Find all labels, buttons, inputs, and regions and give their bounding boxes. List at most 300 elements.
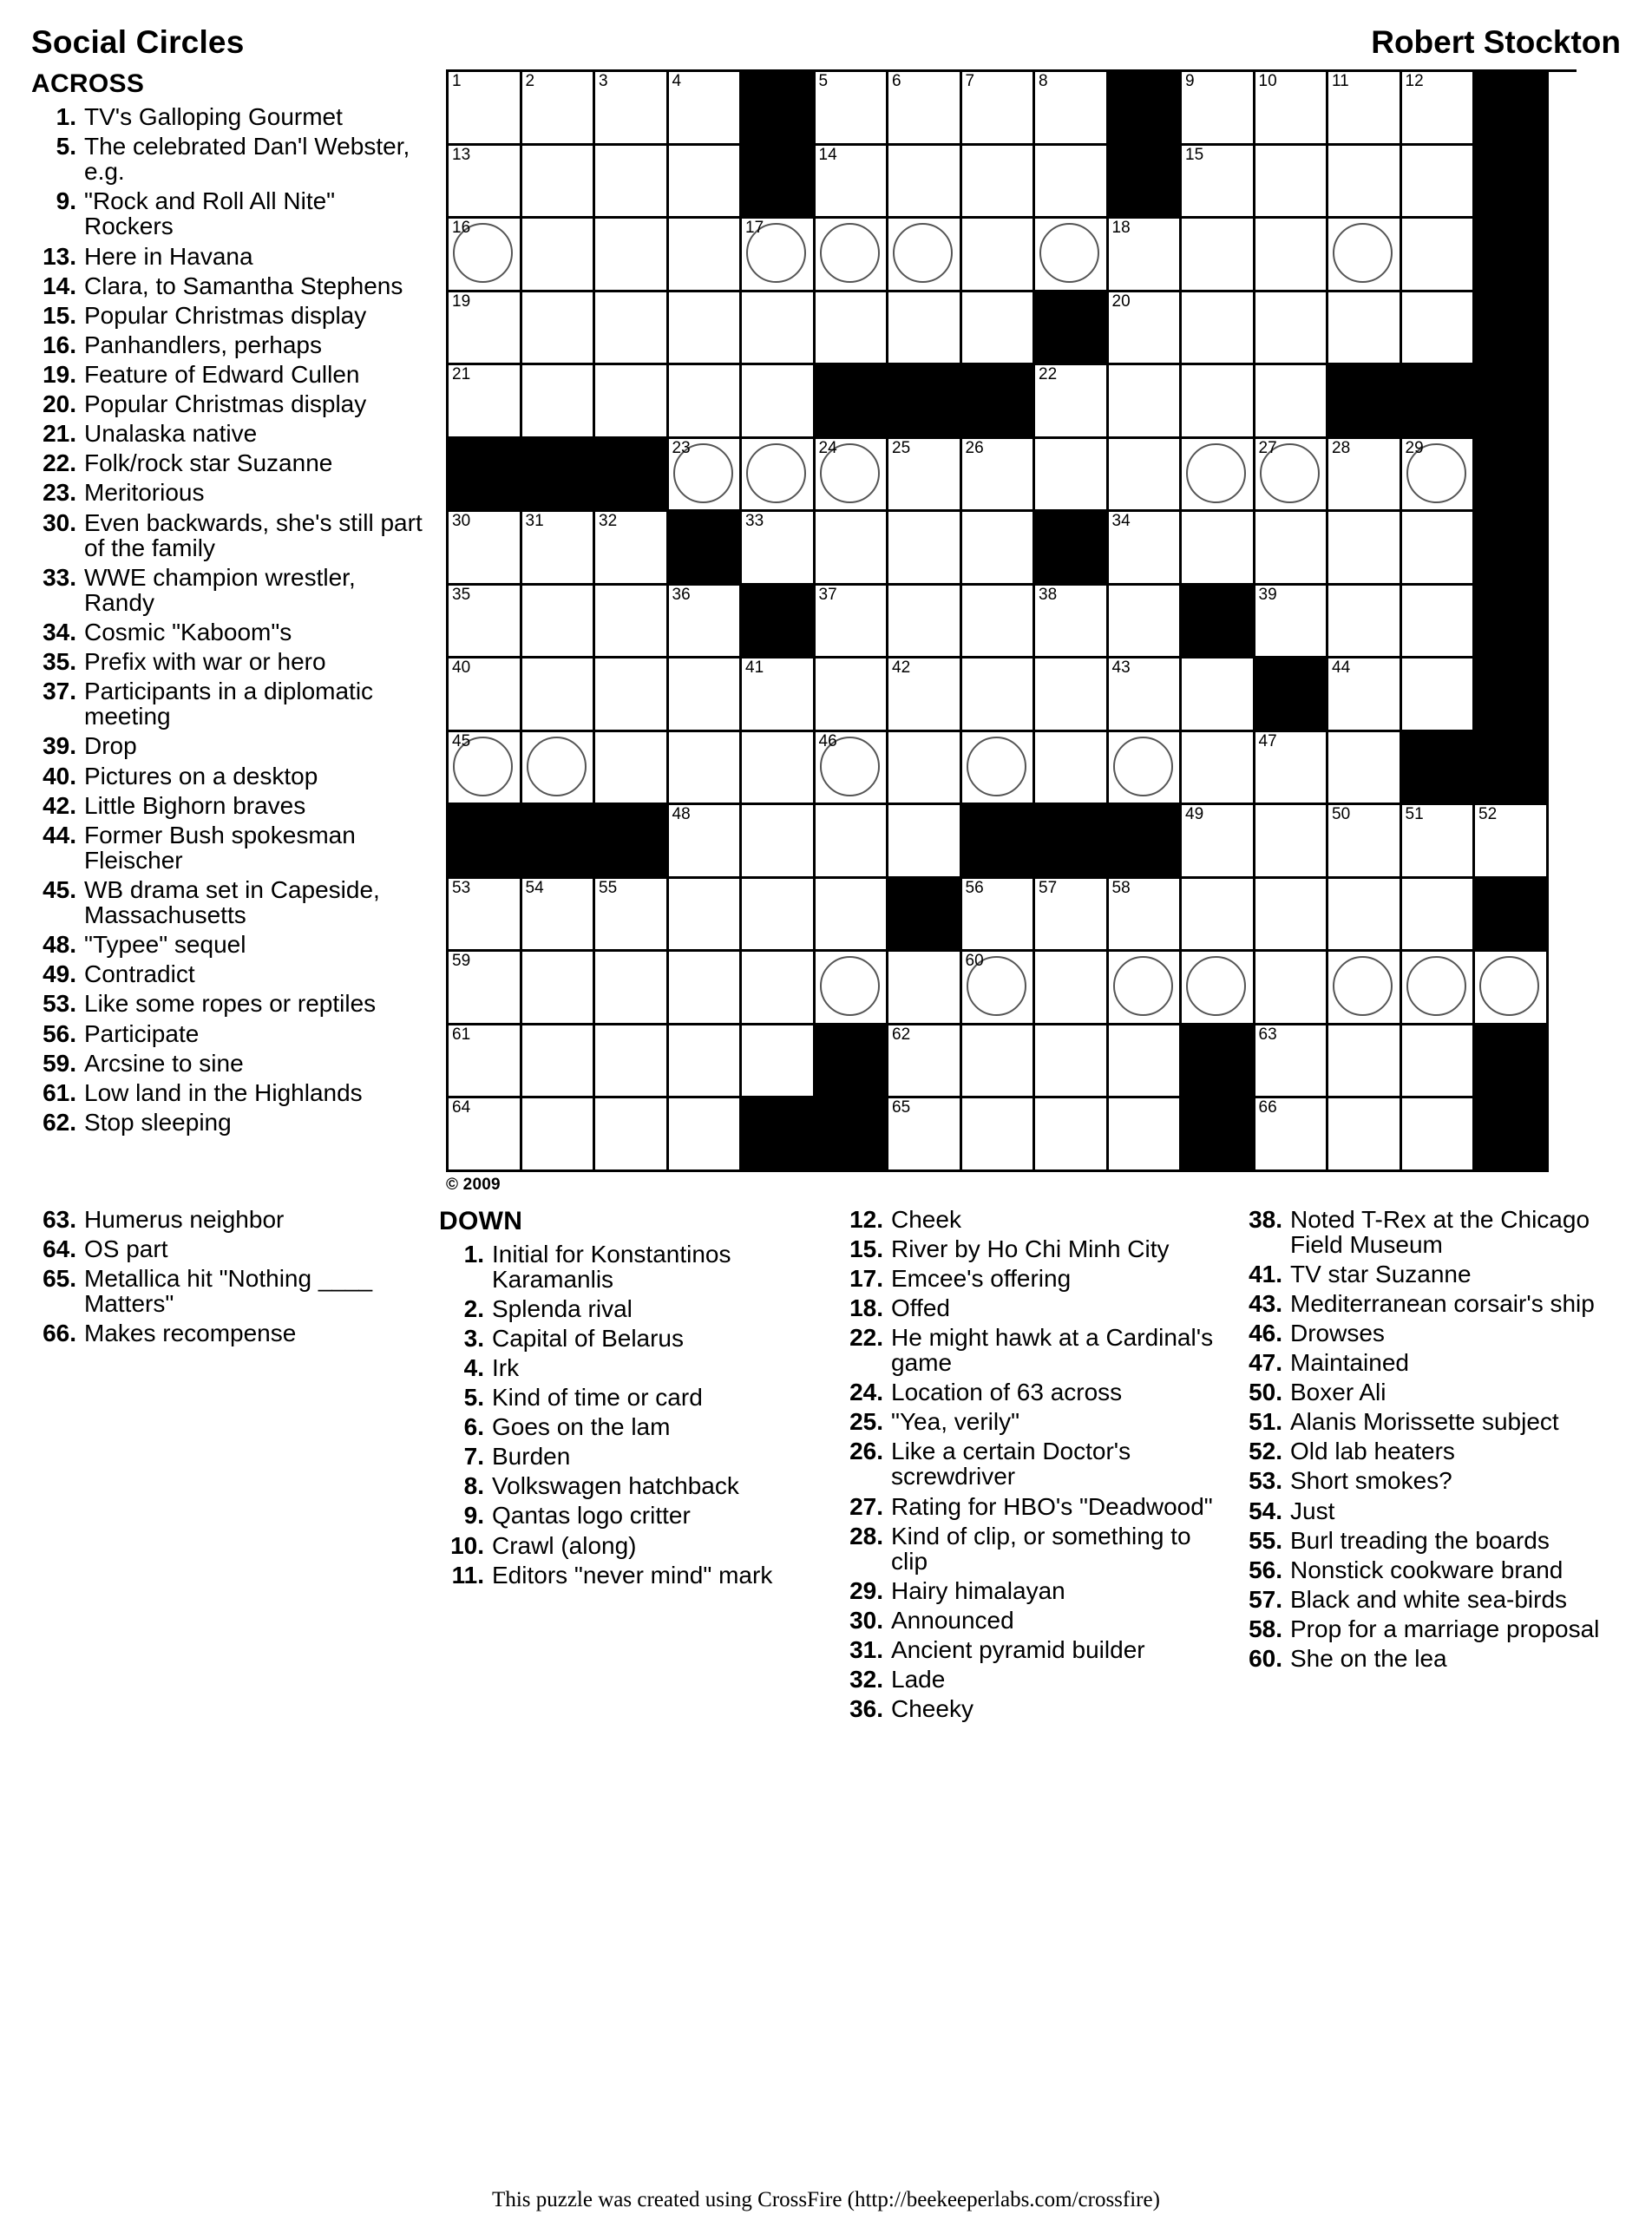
grid-cell[interactable]: [742, 1025, 816, 1099]
grid-cell-number: 56: [965, 878, 984, 897]
grid-cell[interactable]: [669, 805, 743, 879]
grid-cell[interactable]: [1328, 952, 1402, 1025]
across-clue-item: [31, 678, 423, 729]
down-heading: DOWN: [439, 1206, 523, 1235]
grid-cell[interactable]: [1035, 146, 1109, 219]
grid-cell[interactable]: [816, 879, 889, 953]
circle-marker-icon: [527, 737, 587, 796]
grid-cell-number: 30: [452, 512, 471, 530]
grid-cell[interactable]: [595, 586, 669, 659]
grid-cell[interactable]: [522, 146, 596, 219]
clue-number: 10.: [450, 1531, 484, 1559]
grid-cell[interactable]: [816, 219, 889, 292]
grid-cell[interactable]: [522, 365, 596, 439]
clue-text: Participants in a diplomatic meeting: [84, 678, 374, 731]
grid-cell[interactable]: [962, 1025, 1036, 1099]
grid-cell[interactable]: [449, 1025, 522, 1099]
clue-text: Nonstick cookware brand: [1290, 1556, 1564, 1583]
grid-cell-block: [1475, 219, 1549, 292]
clue-number: 50.: [1249, 1379, 1282, 1406]
clue-number: 59.: [43, 1049, 76, 1077]
grid-cell[interactable]: [1328, 1098, 1402, 1172]
grid-cell[interactable]: [1402, 146, 1476, 219]
grid-cell[interactable]: [816, 146, 889, 219]
circle-marker-icon: [893, 223, 953, 283]
grid-cell[interactable]: [1328, 146, 1402, 219]
grid-cell[interactable]: [962, 146, 1036, 219]
across-clue-item: [31, 1236, 422, 1261]
grid-cell[interactable]: [1109, 1098, 1183, 1172]
grid-cell[interactable]: [595, 658, 669, 732]
clue-text: Cosmic "Kaboom"s: [84, 618, 292, 645]
grid-cell[interactable]: [669, 586, 743, 659]
circle-marker-icon: [1479, 956, 1539, 1016]
grid-cell[interactable]: [1255, 805, 1329, 879]
grid-cell[interactable]: [1109, 365, 1183, 439]
grid-cell[interactable]: [669, 146, 743, 219]
grid-cell[interactable]: [962, 72, 1036, 146]
grid-cell-number: 61: [452, 1025, 471, 1044]
clue-text: Humerus neighbor: [84, 1205, 285, 1233]
down-clue-item: [1237, 1207, 1602, 1257]
grid-cell-number: 49: [1185, 805, 1204, 823]
grid-cell[interactable]: [1402, 219, 1476, 292]
author-name: Robert Stockton: [1371, 24, 1621, 60]
clue-number: 62.: [43, 1108, 76, 1136]
grid-cell[interactable]: [595, 1098, 669, 1172]
grid-cell[interactable]: [1182, 219, 1255, 292]
grid-cell[interactable]: [1182, 879, 1255, 953]
grid-cell[interactable]: [1255, 512, 1329, 586]
down-clue-item: [838, 1266, 1220, 1291]
grid-cell[interactable]: [1182, 952, 1255, 1025]
grid-cell-block: [888, 365, 962, 439]
grid-cell[interactable]: [522, 512, 596, 586]
down-clue-item: [838, 1608, 1220, 1633]
clue-number: 30.: [849, 1607, 883, 1635]
grid-cell[interactable]: [816, 586, 889, 659]
grid-cell-block: [1109, 805, 1183, 879]
grid-cell[interactable]: [669, 658, 743, 732]
clue-text: He might hawk at a Cardinal's game: [891, 1323, 1214, 1377]
grid-cell[interactable]: [1182, 292, 1255, 366]
grid-cell[interactable]: [742, 439, 816, 513]
grid-cell[interactable]: [1402, 72, 1476, 146]
grid-cell[interactable]: [522, 1098, 596, 1172]
down-clue-item: [1237, 1379, 1602, 1405]
clue-number: 15.: [43, 301, 76, 329]
grid-cell[interactable]: [742, 879, 816, 953]
grid-cell-number: 29: [1405, 438, 1424, 457]
grid-cell[interactable]: [742, 512, 816, 586]
grid-cell[interactable]: [595, 952, 669, 1025]
grid-cell[interactable]: [1328, 658, 1402, 732]
clue-text: Qantas logo critter: [492, 1502, 691, 1530]
grid-cell[interactable]: [522, 72, 596, 146]
grid-cell[interactable]: [1255, 732, 1329, 806]
down-clue-item: [439, 1503, 821, 1528]
grid-cell[interactable]: [522, 732, 596, 806]
clue-text: The celebrated Dan'l Webster, e.g.: [84, 133, 410, 186]
grid-row: [449, 72, 1577, 146]
grid-cell-number: 41: [745, 658, 764, 677]
grid-cell[interactable]: [1255, 879, 1329, 953]
grid-cell[interactable]: [1109, 586, 1183, 659]
grid-cell[interactable]: [1402, 292, 1476, 366]
grid-cell[interactable]: [1255, 439, 1329, 513]
grid-cell[interactable]: [449, 658, 522, 732]
across-clue-item: [31, 188, 423, 239]
grid-row: [449, 365, 1577, 439]
grid-cell[interactable]: [1402, 1025, 1476, 1099]
clue-number: 42.: [43, 791, 76, 819]
grid-cell-number: 34: [1111, 512, 1131, 530]
grid-cell[interactable]: [1035, 219, 1109, 292]
grid-cell[interactable]: [449, 365, 522, 439]
grid-cell[interactable]: [1035, 586, 1109, 659]
grid-cell[interactable]: [449, 146, 522, 219]
across-clue-item: [31, 273, 423, 298]
grid-cell[interactable]: [1402, 952, 1476, 1025]
grid-cell[interactable]: [595, 365, 669, 439]
clue-number: 60.: [1249, 1645, 1282, 1673]
grid-cell[interactable]: [742, 658, 816, 732]
clue-text: Folk/rock star Suzanne: [84, 449, 333, 477]
grid-cell[interactable]: [522, 292, 596, 366]
grid-cell[interactable]: [449, 72, 522, 146]
clue-number: 45.: [43, 875, 76, 903]
grid-cell[interactable]: [1109, 952, 1183, 1025]
across-clue-item: [31, 1110, 423, 1135]
grid-cell[interactable]: [522, 879, 596, 953]
grid-cell[interactable]: [888, 292, 962, 366]
grid-cell[interactable]: [595, 292, 669, 366]
clue-text: Offed: [891, 1294, 950, 1321]
grid-cell[interactable]: [1402, 879, 1476, 953]
grid-cell[interactable]: [888, 146, 962, 219]
clue-number: 57.: [1249, 1585, 1282, 1613]
grid-cell-number: 57: [1039, 878, 1058, 897]
down-clue-item: [1237, 1528, 1602, 1553]
grid-cell[interactable]: [1328, 732, 1402, 806]
grid-cell[interactable]: [1328, 72, 1402, 146]
circle-marker-icon: [1333, 956, 1393, 1016]
grid-cell[interactable]: [1035, 72, 1109, 146]
grid-cell[interactable]: [1035, 952, 1109, 1025]
grid-cell[interactable]: [1182, 146, 1255, 219]
grid-cell[interactable]: [1109, 439, 1183, 513]
grid-cell[interactable]: [1109, 219, 1183, 292]
grid-cell[interactable]: [669, 879, 743, 953]
grid-cell[interactable]: [816, 439, 889, 513]
grid-cell[interactable]: [1475, 952, 1549, 1025]
grid-cell[interactable]: [1402, 586, 1476, 659]
grid-cell[interactable]: [888, 658, 962, 732]
grid-cell[interactable]: [962, 219, 1036, 292]
grid-cell-number: 65: [892, 1098, 911, 1117]
grid-cell[interactable]: [816, 72, 889, 146]
grid-cell[interactable]: [1328, 879, 1402, 953]
grid-cell[interactable]: [1328, 586, 1402, 659]
grid-cell[interactable]: [1035, 365, 1109, 439]
grid-cell[interactable]: [1109, 1025, 1183, 1099]
grid-cell-block: [1182, 1098, 1255, 1172]
grid-cell[interactable]: [522, 658, 596, 732]
grid-cell[interactable]: [816, 732, 889, 806]
clue-text: Rating for HBO's "Deadwood": [891, 1492, 1213, 1520]
grid-cell[interactable]: [1182, 732, 1255, 806]
grid-cell[interactable]: [449, 586, 522, 659]
grid-row: [449, 1025, 1577, 1099]
grid-cell[interactable]: [962, 292, 1036, 366]
across-clue-item: [31, 932, 423, 957]
clue-number: 53.: [43, 990, 76, 1018]
grid-cell[interactable]: [1402, 439, 1476, 513]
grid-cell[interactable]: [449, 512, 522, 586]
down-clue-item: [1237, 1557, 1602, 1582]
copyright-notice: © 2009: [446, 1175, 501, 1194]
grid-cell[interactable]: [962, 879, 1036, 953]
grid-cell[interactable]: [1402, 512, 1476, 586]
grid-cell-number: 47: [1258, 731, 1277, 750]
grid-cell[interactable]: [595, 146, 669, 219]
clue-text: Panhandlers, perhaps: [84, 331, 322, 358]
grid-cell[interactable]: [449, 952, 522, 1025]
down-clue-item: [1237, 1320, 1602, 1346]
grid-cell[interactable]: [669, 365, 743, 439]
grid-cell[interactable]: [1182, 439, 1255, 513]
grid-cell[interactable]: [742, 952, 816, 1025]
grid-cell[interactable]: [449, 1098, 522, 1172]
clue-text: Boxer Ali: [1290, 1379, 1386, 1406]
grid-cell[interactable]: [595, 1025, 669, 1099]
down-clue-item: [439, 1473, 821, 1498]
grid-cell[interactable]: [669, 439, 743, 513]
grid-cell-number: 51: [1405, 805, 1424, 823]
across-clue-item: [31, 822, 423, 873]
grid-cell-number: 38: [1039, 585, 1058, 604]
grid-cell[interactable]: [742, 732, 816, 806]
grid-cell[interactable]: [1255, 1098, 1329, 1172]
grid-cell[interactable]: [742, 805, 816, 879]
grid-cell[interactable]: [816, 512, 889, 586]
grid-cell[interactable]: [816, 658, 889, 732]
grid-cell[interactable]: [449, 292, 522, 366]
grid-cell[interactable]: [1182, 658, 1255, 732]
circle-marker-icon: [820, 956, 880, 1016]
down-clue-item: [838, 1236, 1220, 1261]
grid-cell[interactable]: [1035, 1098, 1109, 1172]
grid-cell[interactable]: [962, 586, 1036, 659]
clue-text: Alanis Morissette subject: [1290, 1408, 1559, 1436]
grid-cell[interactable]: [1109, 512, 1183, 586]
grid-cell[interactable]: [1402, 658, 1476, 732]
grid-cell[interactable]: [522, 586, 596, 659]
grid-cell[interactable]: [1109, 292, 1183, 366]
clue-text: Drowses: [1290, 1319, 1385, 1346]
grid-cell-block: [1402, 365, 1476, 439]
grid-cell[interactable]: [669, 219, 743, 292]
clue-number: 9.: [463, 1502, 484, 1530]
grid-cell[interactable]: [669, 292, 743, 366]
grid-cell[interactable]: [522, 219, 596, 292]
grid-cell-number: 43: [1111, 658, 1131, 677]
grid-cell[interactable]: [1328, 805, 1402, 879]
grid-cell[interactable]: [816, 805, 889, 879]
grid-cell-number: 26: [965, 438, 984, 457]
grid-cell[interactable]: [888, 219, 962, 292]
grid-cell[interactable]: [816, 292, 889, 366]
grid-cell[interactable]: [1328, 292, 1402, 366]
footer-credit: This puzzle was created using CrossFire (http://beekeeperlabs.com/crossfire): [492, 2188, 1160, 2211]
grid-cell[interactable]: [669, 952, 743, 1025]
grid-cell[interactable]: [1035, 732, 1109, 806]
grid-cell-number: 6: [892, 72, 901, 90]
grid-cell[interactable]: [888, 1098, 962, 1172]
clue-text: Burden: [492, 1443, 571, 1471]
grid-cell[interactable]: [1475, 805, 1549, 879]
grid-cell[interactable]: [962, 1098, 1036, 1172]
grid-cell[interactable]: [1255, 1025, 1329, 1099]
clue-number: 43.: [1249, 1289, 1282, 1317]
grid-cell[interactable]: [669, 732, 743, 806]
grid-cell[interactable]: [1109, 879, 1183, 953]
clue-text: Cheeky: [891, 1695, 974, 1723]
grid-cell[interactable]: [595, 219, 669, 292]
grid-cell[interactable]: [1182, 72, 1255, 146]
grid-cell-block: [1109, 72, 1183, 146]
down-clue-item: [838, 1325, 1220, 1375]
grid-cell[interactable]: [595, 732, 669, 806]
grid-cell-number: 10: [1258, 72, 1277, 90]
grid-cell[interactable]: [888, 439, 962, 513]
grid-cell[interactable]: [669, 1025, 743, 1099]
clue-text: Short smokes?: [1290, 1467, 1452, 1495]
grid-cell[interactable]: [595, 72, 669, 146]
grid-cell-block: [669, 512, 743, 586]
grid-cell[interactable]: [1255, 219, 1329, 292]
grid-cell[interactable]: [1255, 365, 1329, 439]
grid-cell[interactable]: [522, 1025, 596, 1099]
grid-cell[interactable]: [1328, 1025, 1402, 1099]
grid-cell[interactable]: [1402, 1098, 1476, 1172]
clue-number: 65.: [43, 1264, 76, 1292]
grid-cell[interactable]: [669, 72, 743, 146]
grid-cell-number: 54: [525, 878, 544, 897]
grid-cell[interactable]: [1182, 365, 1255, 439]
grid-cell-number: 28: [1332, 438, 1351, 457]
grid-cell-number: 25: [892, 438, 911, 457]
grid-cell[interactable]: [742, 219, 816, 292]
grid-cell[interactable]: [1035, 879, 1109, 953]
grid-cell[interactable]: [742, 292, 816, 366]
grid-cell[interactable]: [962, 439, 1036, 513]
grid-cell-number: 17: [745, 219, 764, 237]
grid-cell-number: 62: [892, 1025, 911, 1044]
across-clue-item: [31, 134, 423, 184]
grid-cell[interactable]: [888, 586, 962, 659]
grid-cell[interactable]: [1255, 586, 1329, 659]
grid-cell[interactable]: [595, 879, 669, 953]
grid-cell-number: 21: [452, 365, 471, 383]
grid-cell[interactable]: [1182, 805, 1255, 879]
clue-text: Location of 63 across: [891, 1379, 1123, 1406]
across-clue-item: [31, 619, 423, 645]
grid-cell-block: [1475, 72, 1549, 146]
grid-cell-number: 24: [818, 438, 837, 457]
grid-cell-number: 11: [1332, 72, 1349, 90]
grid-cell[interactable]: [962, 732, 1036, 806]
grid-cell-block: [1035, 292, 1109, 366]
grid-cell[interactable]: [888, 512, 962, 586]
grid-cell[interactable]: [816, 952, 889, 1025]
clue-text: Unalaska native: [84, 420, 258, 448]
clue-column-4: [1237, 1207, 1619, 1726]
grid-cell[interactable]: [1255, 292, 1329, 366]
grid-cell[interactable]: [595, 512, 669, 586]
grid-cell[interactable]: [1255, 72, 1329, 146]
grid-cell[interactable]: [1035, 439, 1109, 513]
clue-text: "Rock and Roll All Nite" Rockers: [84, 187, 336, 240]
clue-number: 46.: [1249, 1319, 1282, 1346]
grid-cell[interactable]: [888, 72, 962, 146]
grid-cell-block: [1109, 146, 1183, 219]
clue-number: 9.: [56, 187, 76, 215]
grid-cell[interactable]: [1402, 805, 1476, 879]
grid-cell[interactable]: [1182, 512, 1255, 586]
grid-cell[interactable]: [449, 879, 522, 953]
clue-number: 21.: [43, 420, 76, 448]
grid-cell[interactable]: [962, 658, 1036, 732]
clue-text: Even backwards, she's still part of the family: [84, 508, 423, 561]
clue-number: 39.: [43, 732, 76, 760]
down-clue-item: [1237, 1498, 1602, 1523]
grid-cell[interactable]: [888, 805, 962, 879]
circle-marker-icon: [746, 443, 806, 503]
clue-text: Emcee's offering: [891, 1264, 1072, 1292]
grid-cell[interactable]: [962, 512, 1036, 586]
grid-cell[interactable]: [1109, 658, 1183, 732]
grid-cell-block: [888, 879, 962, 953]
grid-cell[interactable]: [888, 732, 962, 806]
clue-number: 64.: [43, 1235, 76, 1262]
grid-cell[interactable]: [1035, 1025, 1109, 1099]
grid-cell[interactable]: [1328, 219, 1402, 292]
grid-cell-number: 36: [672, 585, 691, 604]
grid-cell[interactable]: [522, 952, 596, 1025]
grid-cell[interactable]: [1328, 512, 1402, 586]
grid-cell[interactable]: [1109, 732, 1183, 806]
crossword-grid[interactable]: [446, 69, 1577, 1172]
grid-cell[interactable]: [669, 1098, 743, 1172]
grid-cell[interactable]: [888, 1025, 962, 1099]
clue-number: 15.: [849, 1235, 883, 1262]
grid-cell-block: [1475, 365, 1549, 439]
clue-number: 52.: [1249, 1438, 1282, 1465]
grid-cell[interactable]: [1035, 658, 1109, 732]
grid-cell[interactable]: [449, 732, 522, 806]
grid-cell[interactable]: [1255, 952, 1329, 1025]
grid-cell[interactable]: [1328, 439, 1402, 513]
grid-cell[interactable]: [1255, 146, 1329, 219]
grid-cell-number: 13: [452, 145, 471, 164]
grid-cell[interactable]: [888, 952, 962, 1025]
grid-cell[interactable]: [742, 365, 816, 439]
clue-text: Prefix with war or hero: [84, 648, 326, 676]
grid-cell[interactable]: [962, 952, 1036, 1025]
grid-cell[interactable]: [449, 219, 522, 292]
clue-number: 38.: [1249, 1205, 1282, 1233]
